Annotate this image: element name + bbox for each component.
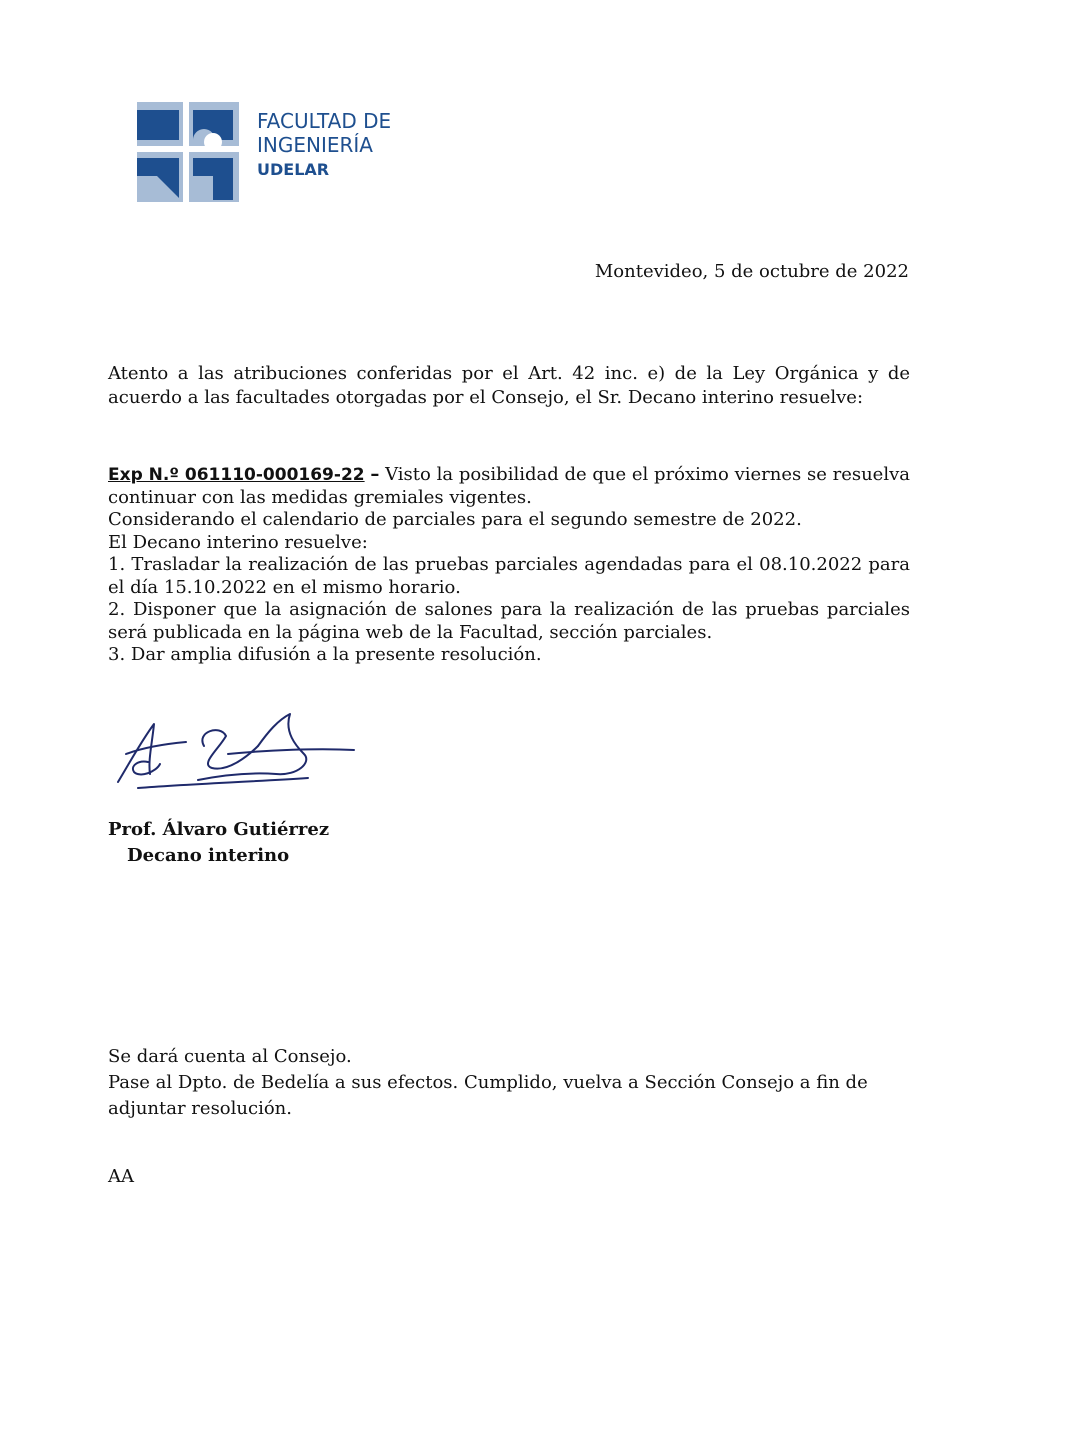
initials: AA (108, 1166, 134, 1187)
considerando-text: Considerando el calendario de parciales para el segundo semestre de 2022. (108, 509, 802, 530)
signatory-name: Prof. Álvaro Gutiérrez (108, 819, 330, 840)
closing-line-2: Pase al Dpto. de Bedelía a sus efectos. Cumplido, vuelva a Sección Consejo a fin de adjuntar resolución. (108, 1072, 868, 1119)
intro-text: Atento a las atribuciones conferidas por el Art. 42 inc. e) de la Ley Orgánica y de acuerdo a las facultades otorgadas por el Consejo, el Sr. Decano interino resuelve: (108, 363, 910, 408)
resolution-body (108, 464, 910, 667)
exp-number: Exp N.º 061110-000169-22 (108, 465, 365, 485)
item-2: 2. Disponer que la asignación de salones para la realización de las pruebas parciales será publicada en la página web de la Facultad, sección parciales. (108, 599, 910, 643)
document-date: Montevideo, 5 de octubre de 2022 (594, 261, 909, 282)
logo-line-1: FACULTAD DE (257, 109, 392, 133)
intro-paragraph (108, 362, 910, 410)
signatory (108, 817, 329, 869)
visto-text: Visto la posibilidad de que el próximo viernes se resuelva continuar con las medidas gremiales vigentes. (108, 464, 910, 508)
faculty-name (257, 109, 391, 182)
faculty-logo (137, 102, 239, 202)
item-1: 1. Trasladar la realización de las pruebas parciales agendadas para el 08.10.2022 para el día 15.10.2022 en el mismo horario. (108, 554, 910, 598)
exp-dash: – (370, 464, 380, 485)
visto-paragraph (108, 464, 910, 509)
logo-line-2: INGENIERÍA (257, 133, 373, 157)
closing-line-1: Se dará cuenta al Consejo. (108, 1046, 352, 1067)
resuelve-text: El Decano interino resuelve: (108, 531, 368, 553)
handwritten-signature (108, 702, 363, 797)
item-3: 3. Dar amplia difusión a la presente resolución. (108, 644, 542, 665)
logo-line-3: UDELAR (257, 160, 330, 179)
closing-paragraph (108, 1044, 910, 1122)
signatory-role: Decano interino (127, 845, 290, 866)
